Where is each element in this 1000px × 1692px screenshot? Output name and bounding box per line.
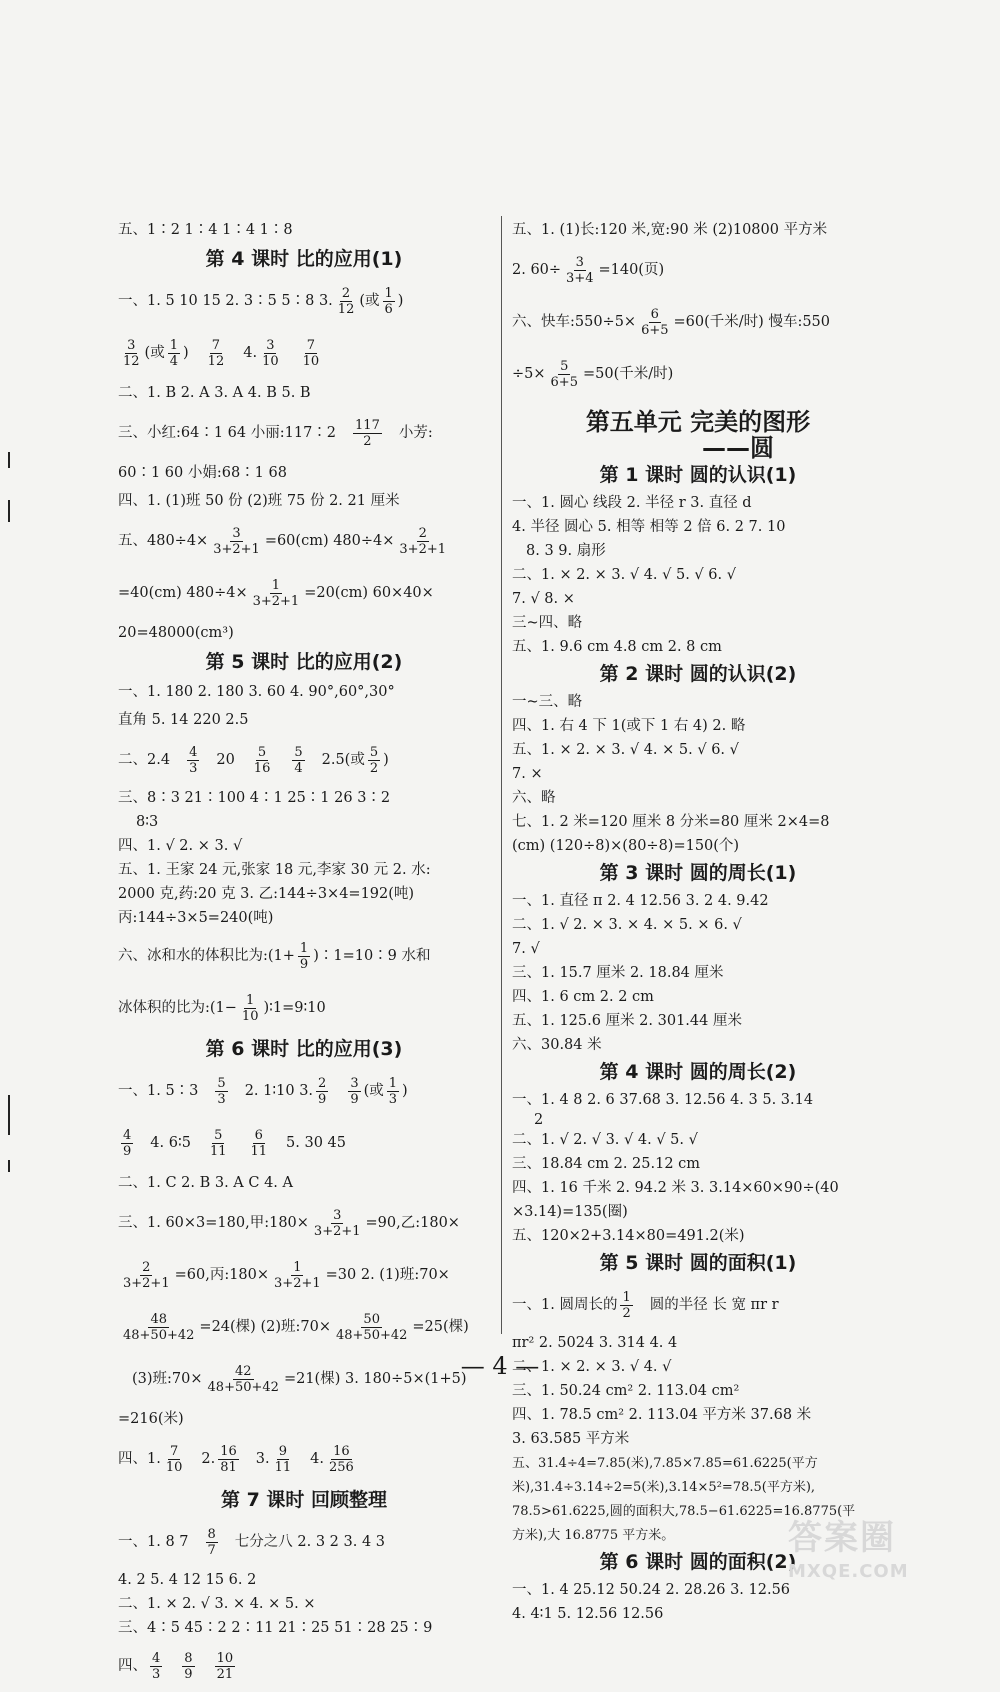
answer-line: ÷5× $\frac{5}{6+5}$ =50(千米/时): [512, 358, 674, 390]
lesson-title: 第 6 课时 圆的面积(2): [599, 1551, 797, 1573]
answer-line: 四、1. (1)班 50 份 (2)班 75 份 2. 21 厘米: [118, 492, 400, 509]
fraction: $\frac{5}{6+5}$: [550, 358, 578, 390]
answer-line: 四、1. 6 cm 2. 2 cm: [512, 988, 654, 1005]
answer-line: 一~三、略: [512, 693, 583, 710]
fraction: $\frac{16}{256}$: [329, 1443, 354, 1475]
answer-line: 二、1. √ 2. √ 3. √ 4. √ 5. √: [512, 1131, 698, 1148]
lesson-title: 第 1 课时 圆的认识(1): [599, 464, 797, 486]
answer-line: $\frac{2}{3+2+1}$ =60,丙:180× $\frac{1}{3+2+1}$ =30 2. (1)班:70×: [123, 1259, 450, 1291]
answer-line: 五、1∶2 1∶4 1∶4 1∶8: [118, 221, 293, 238]
answer-line: 五、480÷4× $\frac{3}{3+2+1}$ =60(cm) 480÷4× $\frac{2}{3+2+1}$: [118, 525, 447, 557]
answer-line: 六、30.84 米: [512, 1036, 602, 1053]
answer-line: $\frac{3}{12}$ (或 $\frac{1}{4}$ ) $\frac{7}{12}$ 4. $\frac{3}{10}$ $\frac{7}{10}$: [123, 337, 320, 369]
answer-line: 米),31.4÷3.14÷2=5(米),3.14×5²=78.5(平方米),: [512, 1479, 816, 1495]
answer-line: 四、1. √ 2. × 3. √: [118, 837, 243, 854]
answer-line: 六、冰和水的体积比为:(1+ $\frac{1}{9}$ )∶1=10∶9 水和: [118, 940, 431, 972]
answer-line: 一、1. 圆心 线段 2. 半径 r 3. 直径 d: [512, 494, 752, 511]
answer-line: 五、1. 王家 24 元,张家 18 元,李家 30 元 2. 水:: [118, 861, 431, 878]
answer-line: πr² 2. 5024 3. 314 4. 4: [512, 1334, 678, 1351]
answer-line: 五、1. (1)长:120 米,宽:90 米 (2)10800 平方米: [512, 221, 828, 238]
answer-line: 8∶3: [136, 813, 159, 830]
fraction: $\frac{5}{16}$: [253, 744, 271, 776]
fraction: $\frac{6}{6+5}$: [641, 306, 669, 338]
answer-line: 7. √: [512, 940, 540, 957]
scan-mark: [8, 500, 10, 522]
answer-line: 五、1. 9.6 cm 4.8 cm 2. 8 cm: [512, 638, 722, 655]
fraction: $\frac{7}{12}$: [207, 337, 225, 369]
fraction: $\frac{5}{11}$: [209, 1127, 227, 1159]
answer-line: 20=48000(cm³): [118, 624, 234, 641]
answer-line: 三、4∶5 45∶2 2∶11 21∶25 51∶28 25∶9: [118, 1619, 433, 1636]
answer-line: 三、18.84 cm 2. 25.12 cm: [512, 1155, 701, 1172]
answer-line: 二、2.4 $\frac{4}{3}$ 20 $\frac{5}{16}$ $\frac{5}{4}$ 2.5(或 $\frac{5}{2}$ ): [118, 744, 389, 776]
answer-line: 冰体积的比为:(1− $\frac{1}{10}$ )∶1=9∶10: [118, 992, 326, 1024]
fraction: $\frac{4}{3}$: [189, 744, 198, 776]
answer-line: 五、1. 125.6 厘米 2. 301.44 厘米: [512, 1012, 742, 1029]
answer-line: 2000 克,药:20 克 3. 乙:144÷3×4=192(吨): [118, 885, 415, 902]
fraction: $\frac{117}{2}$: [355, 417, 380, 449]
watermark: [788, 1510, 978, 1580]
fraction: $\frac{1}{3+2+1}$: [274, 1259, 321, 1291]
answer-line: ×3.14)=135(圈): [512, 1203, 628, 1220]
fraction: $\frac{1}{6}$: [384, 285, 393, 317]
scan-mark: [8, 1160, 10, 1172]
answer-line: 8. 3 9. 扇形: [526, 542, 606, 559]
right-column: [512, 216, 884, 1626]
answer-line: 一、1. 180 2. 180 3. 60 4. 90°,60°,30°: [118, 683, 395, 700]
answer-line: =40(cm) 480÷4× $\frac{1}{3+2+1}$ =20(cm) 60×40×: [118, 577, 434, 609]
fraction: $\frac{50}{48+50+42}$: [335, 1311, 408, 1343]
answer-line: 7. ×: [512, 765, 543, 782]
fraction: $\frac{48}{48+50+42}$: [123, 1311, 195, 1343]
answer-line: (cm) (120÷8)×(80÷8)=150(个): [512, 837, 740, 854]
answer-line: $\frac{4}{9}$ 4. 6∶5 $\frac{5}{11}$ $\frac{6}{11}$ 5. 30 45: [123, 1127, 347, 1159]
answer-line: 60∶1 60 小娟:68∶1 68: [118, 464, 287, 481]
fraction: $\frac{3}{10}$: [262, 337, 279, 369]
answer-line: 六、快车:550÷5× $\frac{6}{6+5}$ =60(千米/时) 慢车:550: [512, 306, 831, 338]
fraction: $\frac{6}{11}$: [250, 1127, 268, 1159]
lesson-title: 第 3 课时 圆的周长(1): [599, 862, 797, 884]
fraction: $\frac{9}{11}$: [274, 1443, 292, 1475]
answer-line: 二、1. × 2. √ 3. × 4. × 5. ×: [118, 1595, 316, 1612]
answer-line: 三、1. 50.24 cm² 2. 113.04 cm²: [512, 1382, 740, 1399]
column-divider: [501, 216, 502, 1334]
fraction: $\frac{1}{9}$: [299, 940, 309, 972]
answer-line: 四、1. $\frac{7}{10}$ 2. $\frac{16}{81}$ 3. $\frac{9}{11}$ 4. $\frac{16}{256}$: [118, 1443, 354, 1475]
fraction: $\frac{1}{3}$: [388, 1075, 398, 1107]
fraction: $\frac{1}{2}$: [622, 1289, 631, 1321]
answer-line: 二、1. × 2. × 3. √ 4. √: [512, 1358, 672, 1375]
lesson-title: 第 4 课时 圆的周长(2): [599, 1061, 797, 1083]
answer-line: 二、1. C 2. B 3. A C 4. A: [118, 1174, 293, 1191]
answer-line: 三、1. 15.7 厘米 2. 18.84 厘米: [512, 964, 724, 981]
answer-line: 七、1. 2 米=120 厘米 8 分米=80 厘米 2×4=8: [512, 813, 830, 830]
fraction: $\frac{1}{4}$: [169, 337, 178, 369]
answer-line: 四、1. 16 千米 2. 94.2 米 3. 3.14×60×90÷(40: [512, 1179, 839, 1196]
answer-line: 六、略: [512, 789, 556, 806]
answer-line: 一、1. 5∶3 $\frac{5}{3}$ 2. 1∶10 3. $\frac{2}{9}$ $\frac{3}{9}$ (或 $\frac{1}{3}$ ): [118, 1075, 408, 1107]
fraction: $\frac{1}{10}$: [241, 992, 259, 1024]
answer-line: 丙:144÷3×5=240(吨): [118, 909, 274, 926]
fraction: $\frac{3}{3+2+1}$: [213, 525, 260, 557]
answer-line: 一、1. 8 7 $\frac{8}{7}$ 七分之八 2. 3 2 3. 4 3: [118, 1526, 386, 1558]
fraction: $\frac{3}{12}$: [123, 337, 140, 369]
lesson-title: 第 5 课时 比的应用(2): [205, 651, 403, 673]
left-column: [118, 216, 490, 1692]
answer-line: (3)班:70× $\frac{42}{48+50+42}$ =21(棵) 3. 180÷5×(1+5): [132, 1363, 467, 1395]
fraction: $\frac{8}{9}$: [184, 1650, 193, 1682]
answer-line: 一、1. 5 10 15 2. 3∶5 5∶8 3. $\frac{2}{12}$ (或 $\frac{1}{6}$ ): [118, 285, 404, 317]
answer-line: 五、1. × 2. × 3. √ 4. × 5. √ 6. √: [512, 741, 739, 758]
fraction: $\frac{2}{9}$: [318, 1075, 327, 1107]
fraction: $\frac{5}{4}$: [294, 744, 303, 776]
fraction: $\frac{4}{9}$: [123, 1127, 132, 1159]
lesson-title: 第 5 课时 圆的面积(1): [599, 1252, 797, 1274]
answer-line: 四、1. 78.5 cm² 2. 113.04 平方米 37.68 米: [512, 1406, 812, 1423]
fraction: $\frac{5}{3}$: [217, 1075, 226, 1107]
answer-line: 二、1. B 2. A 3. A 4. B 5. B: [118, 384, 311, 401]
watermark-logo: 答案圈: [788, 1518, 896, 1558]
answer-line: 方米),大 16.8775 平方米。: [512, 1527, 675, 1543]
fraction: $\frac{3}{3+4}$: [566, 254, 594, 286]
answer-line: 2: [534, 1111, 544, 1128]
watermark-site: MXQE.COM: [788, 1561, 909, 1582]
fraction: $\frac{2}{3+2+1}$: [123, 1259, 170, 1291]
fraction: $\frac{7}{10}$: [302, 337, 320, 369]
answer-line: 4. 半径 圆心 5. 相等 相等 2 倍 6. 2 7. 10: [512, 518, 786, 535]
lesson-title: 第 7 课时 回顾整理: [220, 1489, 388, 1511]
answer-line: 直角 5. 14 220 2.5: [118, 711, 249, 728]
answer-line: =216(米): [118, 1410, 184, 1427]
lesson-title: 第 4 课时 比的应用(1): [205, 248, 403, 270]
answer-line: 4. 2 5. 4 12 15 6. 2: [118, 1571, 257, 1588]
scan-mark: [8, 452, 10, 468]
answer-line: $\frac{48}{48+50+42}$ =24(棵) (2)班:70× $\frac{50}{48+50+42}$ =25(棵): [123, 1311, 469, 1343]
fraction: $\frac{3}{9}$: [350, 1075, 359, 1107]
fraction: $\frac{2}{3+2+1}$: [399, 525, 447, 557]
answer-line: 一、1. 4 8 2. 6 37.68 3. 12.56 4. 3 5. 3.14: [512, 1091, 814, 1108]
answer-line: 一、1. 4 25.12 50.24 2. 28.26 3. 12.56: [512, 1581, 791, 1598]
answer-line: 二、1. √ 2. × 3. × 4. × 5. × 6. √: [512, 916, 742, 933]
answer-line: 五、120×2+3.14×80=491.2(米): [512, 1227, 745, 1244]
fraction: $\frac{4}{3}$: [152, 1650, 161, 1682]
fraction: $\frac{10}{21}$: [216, 1650, 234, 1682]
unit-subtitle: ——圆: [702, 434, 774, 462]
fraction: $\frac{7}{10}$: [165, 1443, 183, 1475]
answer-line: 三~四、略: [512, 614, 583, 631]
answer-line: 2. 60÷ $\frac{3}{3+4}$ =140(页): [512, 254, 665, 286]
fraction: $\frac{3}{3+2+1}$: [313, 1207, 361, 1239]
answer-line: 78.5>61.6225,圆的面积大,78.5−61.6225=16.8775(平: [512, 1503, 856, 1519]
answer-line: 一、1. 直径 π 2. 4 12.56 3. 2 4. 9.42: [512, 892, 769, 909]
answer-line: 三、小红:64∶1 64 小丽:117∶2 $\frac{117}{2}$ 小芳:: [118, 417, 433, 449]
answer-line: 二、1. × 2. × 3. √ 4. √ 5. √ 6. √: [512, 566, 736, 583]
answer-line: 3. 63.585 平方米: [512, 1430, 630, 1447]
answer-line: 四、1. 右 4 下 1(或下 1 右 4) 2. 略: [512, 717, 746, 734]
answer-line: 4. 4∶1 5. 12.56 12.56: [512, 1605, 664, 1622]
lesson-title: 第 2 课时 圆的认识(2): [599, 663, 797, 685]
fraction: $\frac{2}{12}$: [337, 285, 355, 317]
answer-line: 三、1. 60×3=180,甲:180× $\frac{3}{3+2+1}$ =90,乙:180×: [118, 1207, 460, 1239]
page-number: — 4 —: [460, 1352, 540, 1380]
fraction: $\frac{16}{81}$: [220, 1443, 237, 1475]
answer-line: 四、 $\frac{4}{3}$ $\frac{8}{9}$ $\frac{10}{21}$: [118, 1650, 234, 1682]
fraction: $\frac{8}{7}$: [207, 1526, 216, 1558]
fraction: $\frac{42}{48+50+42}$: [207, 1363, 279, 1395]
answer-line: 三、8∶3 21∶100 4∶1 25∶1 26 3∶2: [118, 789, 391, 806]
unit-title: 第五单元 完美的图形: [585, 408, 811, 436]
lesson-title: 第 6 课时 比的应用(3): [205, 1038, 403, 1060]
answer-line: 五、31.4÷4=7.85(米),7.85×7.85=61.6225(平方: [512, 1455, 818, 1471]
fraction: $\frac{1}{3+2+1}$: [252, 577, 300, 609]
fraction: $\frac{5}{2}$: [369, 744, 379, 776]
answer-line: 一、1. 圆周长的 $\frac{1}{2}$ 圆的半径 长 宽 πr r: [512, 1289, 779, 1321]
scan-mark: [8, 1095, 10, 1135]
answer-line: 7. √ 8. ×: [512, 590, 575, 607]
